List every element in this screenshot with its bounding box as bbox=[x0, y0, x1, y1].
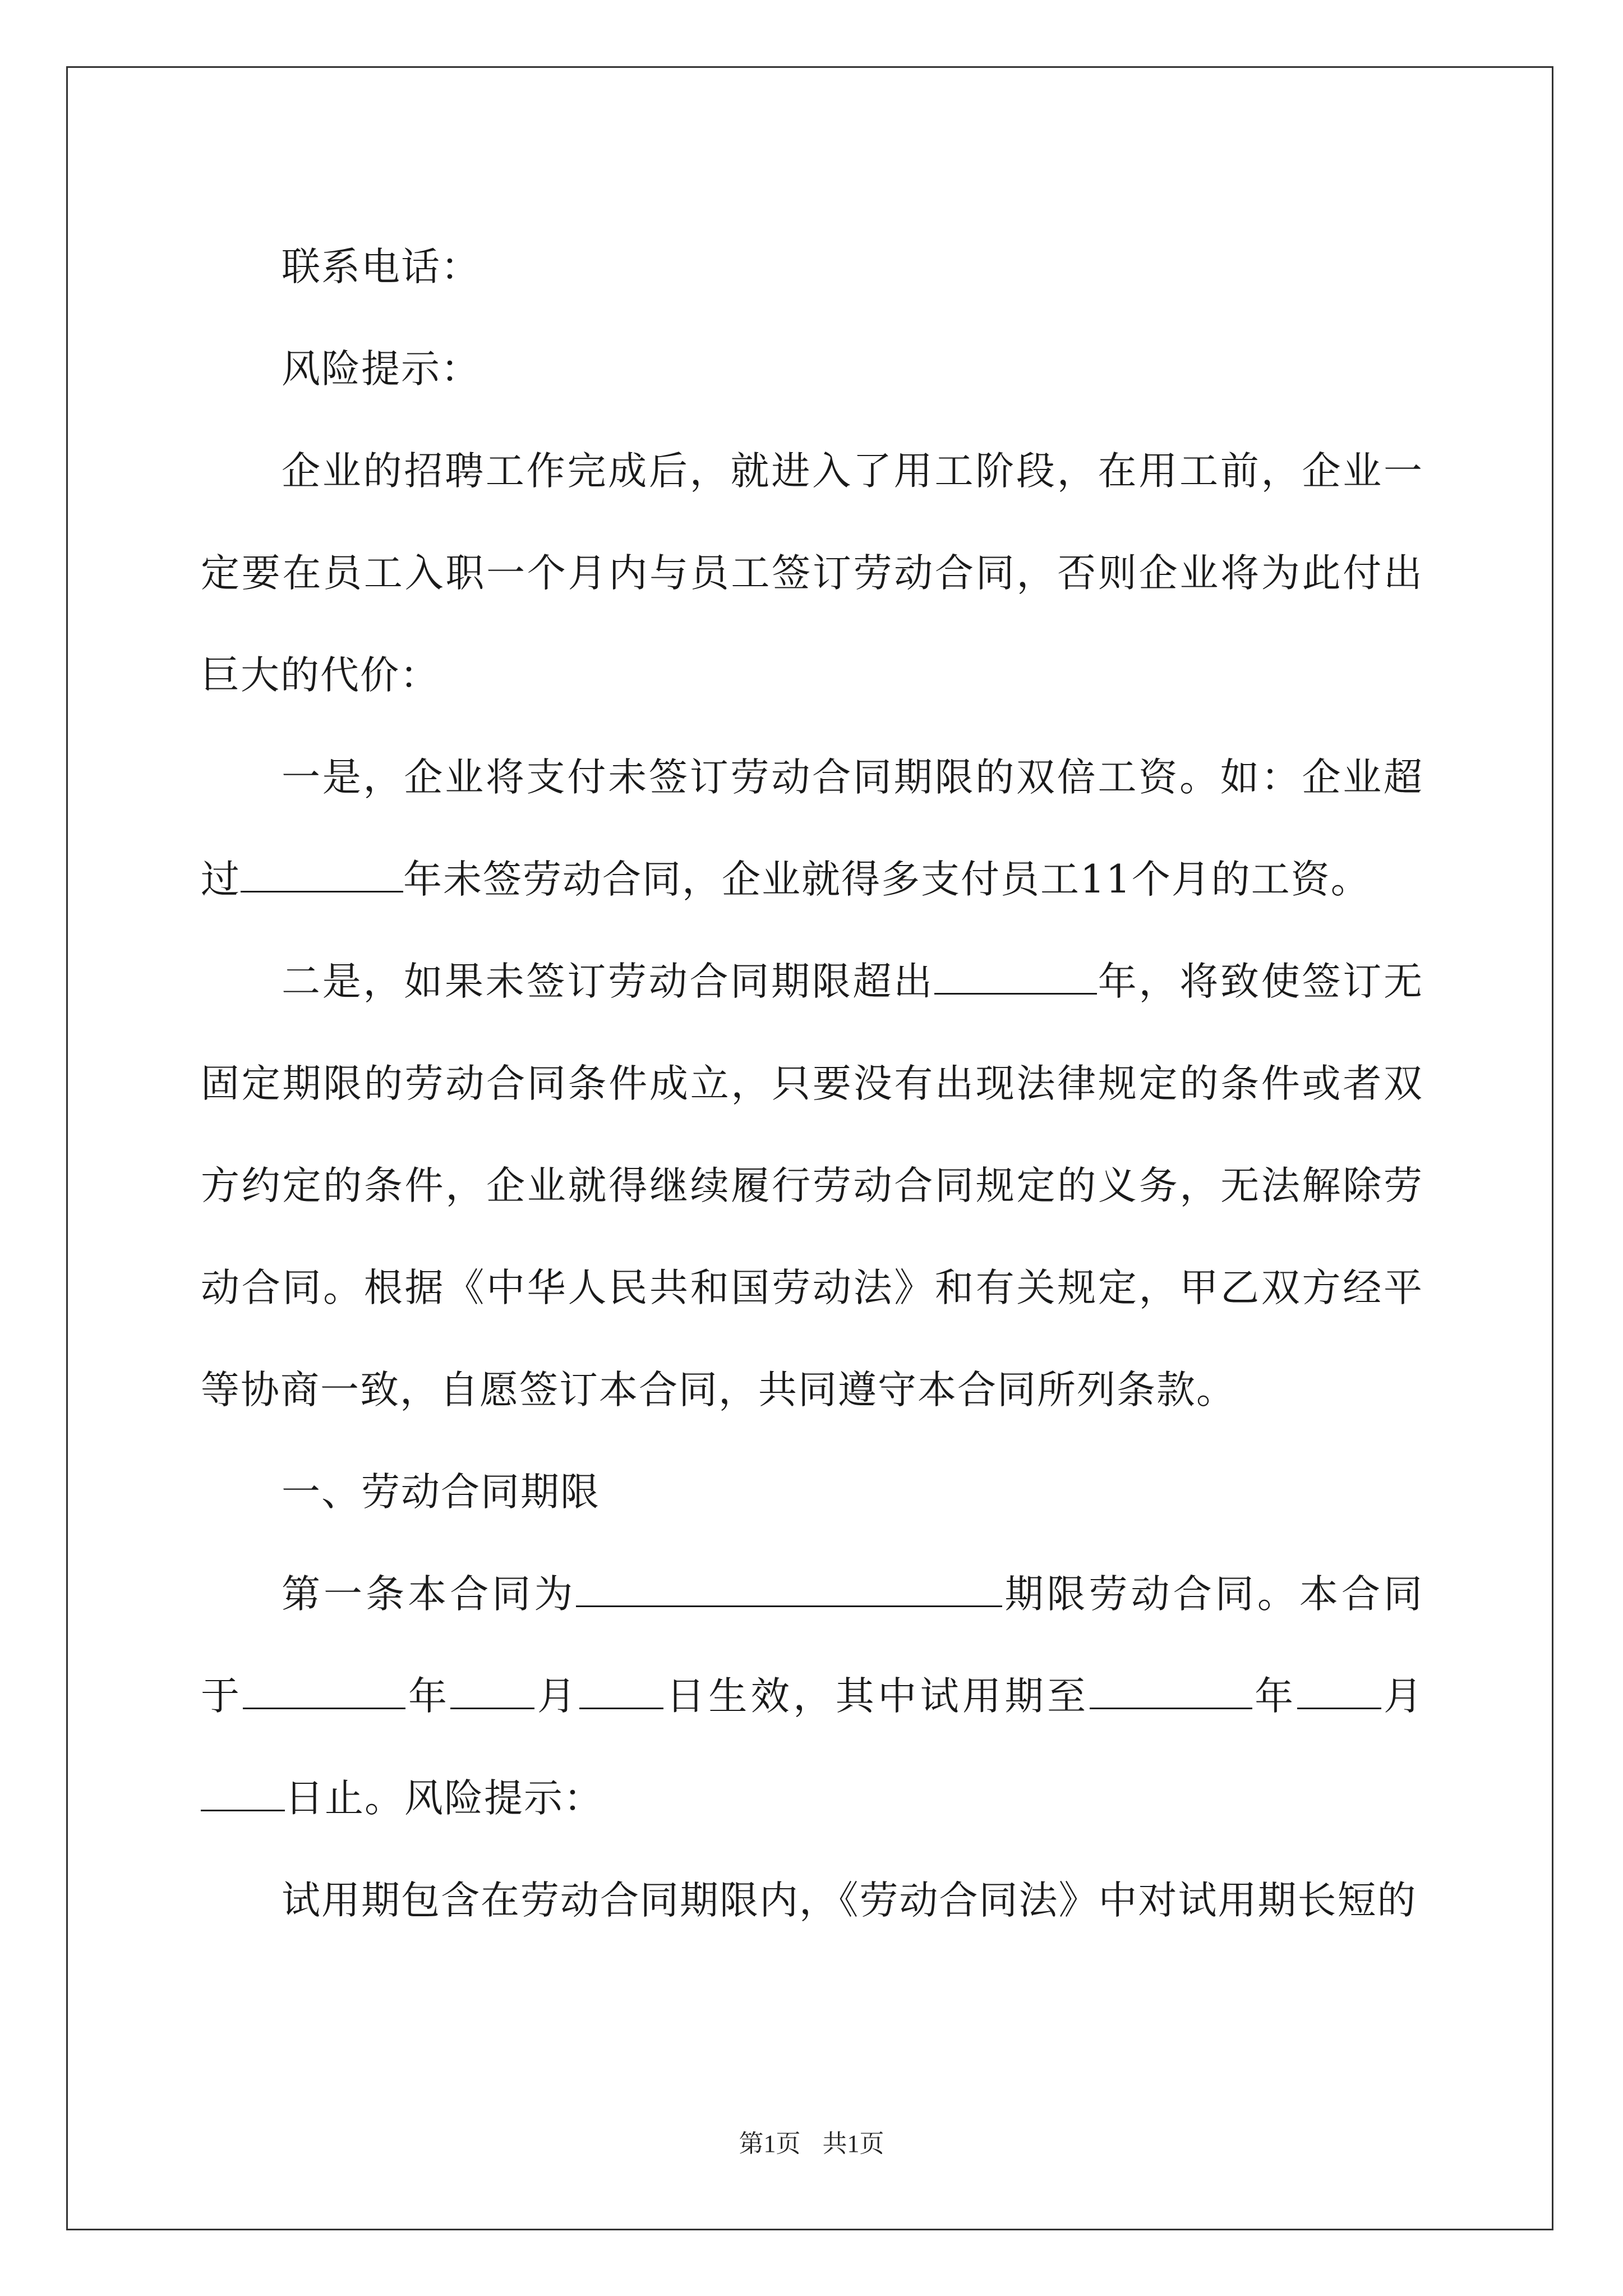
point-two-paragraph bbox=[201, 931, 1423, 1441]
year-label-2: 年 bbox=[1252, 1674, 1297, 1719]
risk-heading bbox=[201, 318, 1423, 420]
blank-years-2 bbox=[934, 956, 1097, 995]
article-one-paragraph bbox=[201, 1543, 1423, 1849]
point-two-text-a: 二是，如果未签订劳动合同期限超出 bbox=[282, 959, 934, 1004]
probation-paragraph bbox=[201, 1849, 1423, 1952]
contact-phone-line bbox=[201, 216, 1423, 318]
article-one-text-b: 期限劳动合同。本合同于 bbox=[201, 1572, 1424, 1719]
risk-heading-text: 风险提示： bbox=[282, 347, 481, 392]
contact-phone-label: 联系电话： bbox=[282, 245, 481, 289]
section-one-heading bbox=[201, 1441, 1423, 1543]
page-footer bbox=[0, 2123, 1623, 2159]
article-one-text-c: 日生效，其中试用期至 bbox=[663, 1674, 1090, 1719]
point-one-text-a: 一是，企业将支付未签订劳动合同期限的双倍工资。如：企业超过 bbox=[201, 755, 1423, 902]
section-one-title: 一、劳动合同期限 bbox=[282, 1470, 600, 1515]
blank-probation-year bbox=[1090, 1671, 1252, 1709]
intro-text: 企业的招聘工作完成后，就进入了用工阶段，在用工前，企业一定要在员工入职一个月内与员工签订劳动合同，否则企业将为此付出巨大的代价： bbox=[201, 449, 1423, 698]
point-two-text-b: 年，将致使签订无固定期限的劳动合同条件成立，只要没有出现法律规定的条件或者双方约定的条件，企业就得继续履行劳动合同规定的义务，无法解除劳动合同。根据《中华人民共和国劳动法》和有关规定，甲乙双方经平等协商一致，自愿签订本合同，共同遵守本合同所列条款。 bbox=[201, 959, 1423, 1412]
point-one-text-b: 年未签劳动合同，企业就得多支付员工11个月的工资。 bbox=[403, 857, 1371, 902]
article-one-text-a: 第一条本合同为 bbox=[282, 1572, 577, 1617]
year-label-1: 年 bbox=[405, 1674, 451, 1719]
blank-years-1 bbox=[241, 854, 403, 892]
document-body bbox=[201, 216, 1423, 1952]
blank-effective-day bbox=[579, 1671, 663, 1709]
intro-paragraph bbox=[201, 420, 1423, 726]
probation-text: 试用期包含在劳动合同期限内，《劳动合同法》中对试用期长短的 bbox=[282, 1878, 1417, 1923]
blank-effective-year bbox=[243, 1671, 405, 1709]
blank-probation-month bbox=[1297, 1671, 1381, 1709]
article-one-text-d: 日止。风险提示： bbox=[285, 1776, 603, 1821]
blank-effective-month bbox=[450, 1671, 534, 1709]
blank-contract-type bbox=[576, 1568, 1002, 1607]
point-one-paragraph bbox=[201, 726, 1423, 931]
month-label-1: 月 bbox=[534, 1674, 580, 1719]
blank-probation-day bbox=[201, 1773, 285, 1811]
page-total: 共1页 bbox=[822, 2130, 884, 2157]
page-number: 第1页 bbox=[739, 2130, 801, 2157]
month-label-2: 月 bbox=[1381, 1674, 1424, 1719]
